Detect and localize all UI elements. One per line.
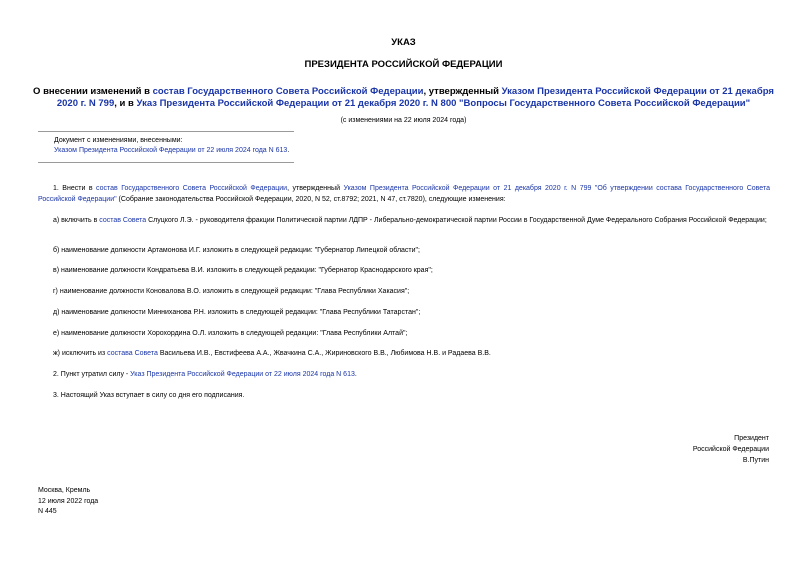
place: Москва, Кремль (38, 487, 91, 494)
paragraph-3: 3. Настоящий Указ вступает в силу со дня его подписания. (53, 392, 245, 399)
place-date-block (38, 486, 98, 518)
decree-subject (30, 86, 777, 110)
link-decree-799-full[interactable]: Указом Президента Российской Федерации от 21 декабря 2020 г. N 799 "Об утверждении состава Государственного Совета Российской Федерации" (38, 185, 770, 203)
paragraph-d: д) наименование должности Минниханова Р.Н. изложить в следующей редакции: "Глава Республики Татарстан"; (53, 309, 421, 316)
paragraph-a (38, 216, 770, 227)
subject-text: , утвержденный (423, 86, 502, 97)
doc-changes-box (54, 136, 304, 156)
p2-text: . (354, 371, 357, 378)
link-decree-799[interactable]: Указом Президента Российской Федерации от 21 декабря 2020 г. N 799 (56, 86, 774, 109)
pzh-text: ж) исключить из (53, 350, 108, 357)
decree-title: УКАЗ (391, 37, 416, 48)
signature-block (640, 433, 769, 466)
paragraph-b: б) наименование должности Артамонова И.Г. изложить в следующей редакции: "Губернатор Липецкой области"; (53, 247, 420, 254)
paragraph-g: г) наименование должности Коновалова В.О. изложить в следующей редакции: "Глава Республики Хакасия"; (53, 288, 410, 295)
subject-text: , и в (114, 98, 137, 109)
edit-note: (с изменениями на 22 июля 2024 года) (340, 117, 467, 124)
paragraph-e: е) наименование должности Хорохордина О.Л. изложить в следующей редакции: "Глава Республики Алтай"; (53, 330, 408, 337)
paragraph-v: в) наименование должности Кондратьева В.И. изложить в следующей редакции: "Губернатор Краснодарского края"; (53, 267, 433, 274)
date: 12 июля 2022 года (38, 497, 99, 505)
link-council[interactable]: состав Совета (99, 217, 147, 224)
subject-text: О внесении изменений в (33, 86, 153, 97)
divider-top (38, 131, 294, 132)
paragraph-2 (38, 370, 770, 381)
paragraph-zh (38, 349, 770, 360)
p1-text: (Собрание законодательства Российской Федерации, 2020, N 52, ст.8792; 2021, N 47, ст.7820), следующие изменения: (116, 195, 506, 203)
decree-number: N 445 (38, 508, 57, 515)
signature-name: В.Путин (742, 457, 769, 464)
paragraph-1 (38, 184, 770, 205)
divider-bottom (38, 162, 294, 163)
link-decree-800[interactable]: Указ Президента Российской Федерации от 21 декабря 2020 г. N 800 "Вопросы Государственного Совета Российской Федерации" (136, 98, 751, 109)
link-decree-613[interactable]: Указом Президента Российской Федерации от 22 июля 2024 года N 613 (54, 147, 288, 154)
doc-changes-end: . (287, 147, 290, 154)
pa-text: а) включить в (53, 217, 100, 224)
signature-country: Российской Федерации (692, 446, 769, 453)
link-state-council-composition[interactable]: состав Государственного Совета Российской Федерации (152, 86, 424, 97)
p1-text: 1. Внести в (53, 185, 97, 192)
link-council-composition-2[interactable]: состава Совета (107, 350, 158, 357)
signature-title: Президент (734, 435, 769, 442)
doc-changes-label: Документ с изменениями, внесенными: (54, 137, 183, 144)
p1-text: , утвержденный (287, 185, 344, 192)
link-council-composition[interactable]: состав Государственного Совета Российской Федерации (96, 185, 288, 192)
pa-text: Слуцкого Л.Э. - руководителя фракции Политической партии ЛДПР - Либерально-демократической партии России в Государственной Думе Федерального Собрания Российской Федерации; (146, 217, 767, 224)
pzh-text: Васильева И.В., Евстифеева А.А., Жвачкина С.А., Жириновского В.В., Любимова Н.В. и Радаева В.В. (157, 350, 491, 357)
link-decree-613-2[interactable]: Указ Президента Российской Федерации от 22 июля 2024 года N 613 (130, 371, 355, 378)
decree-issuer: ПРЕЗИДЕНТА РОССИЙСКОЙ ФЕДЕРАЦИИ (304, 59, 503, 70)
p2-text: 2. Пункт утратил силу - (53, 371, 131, 378)
